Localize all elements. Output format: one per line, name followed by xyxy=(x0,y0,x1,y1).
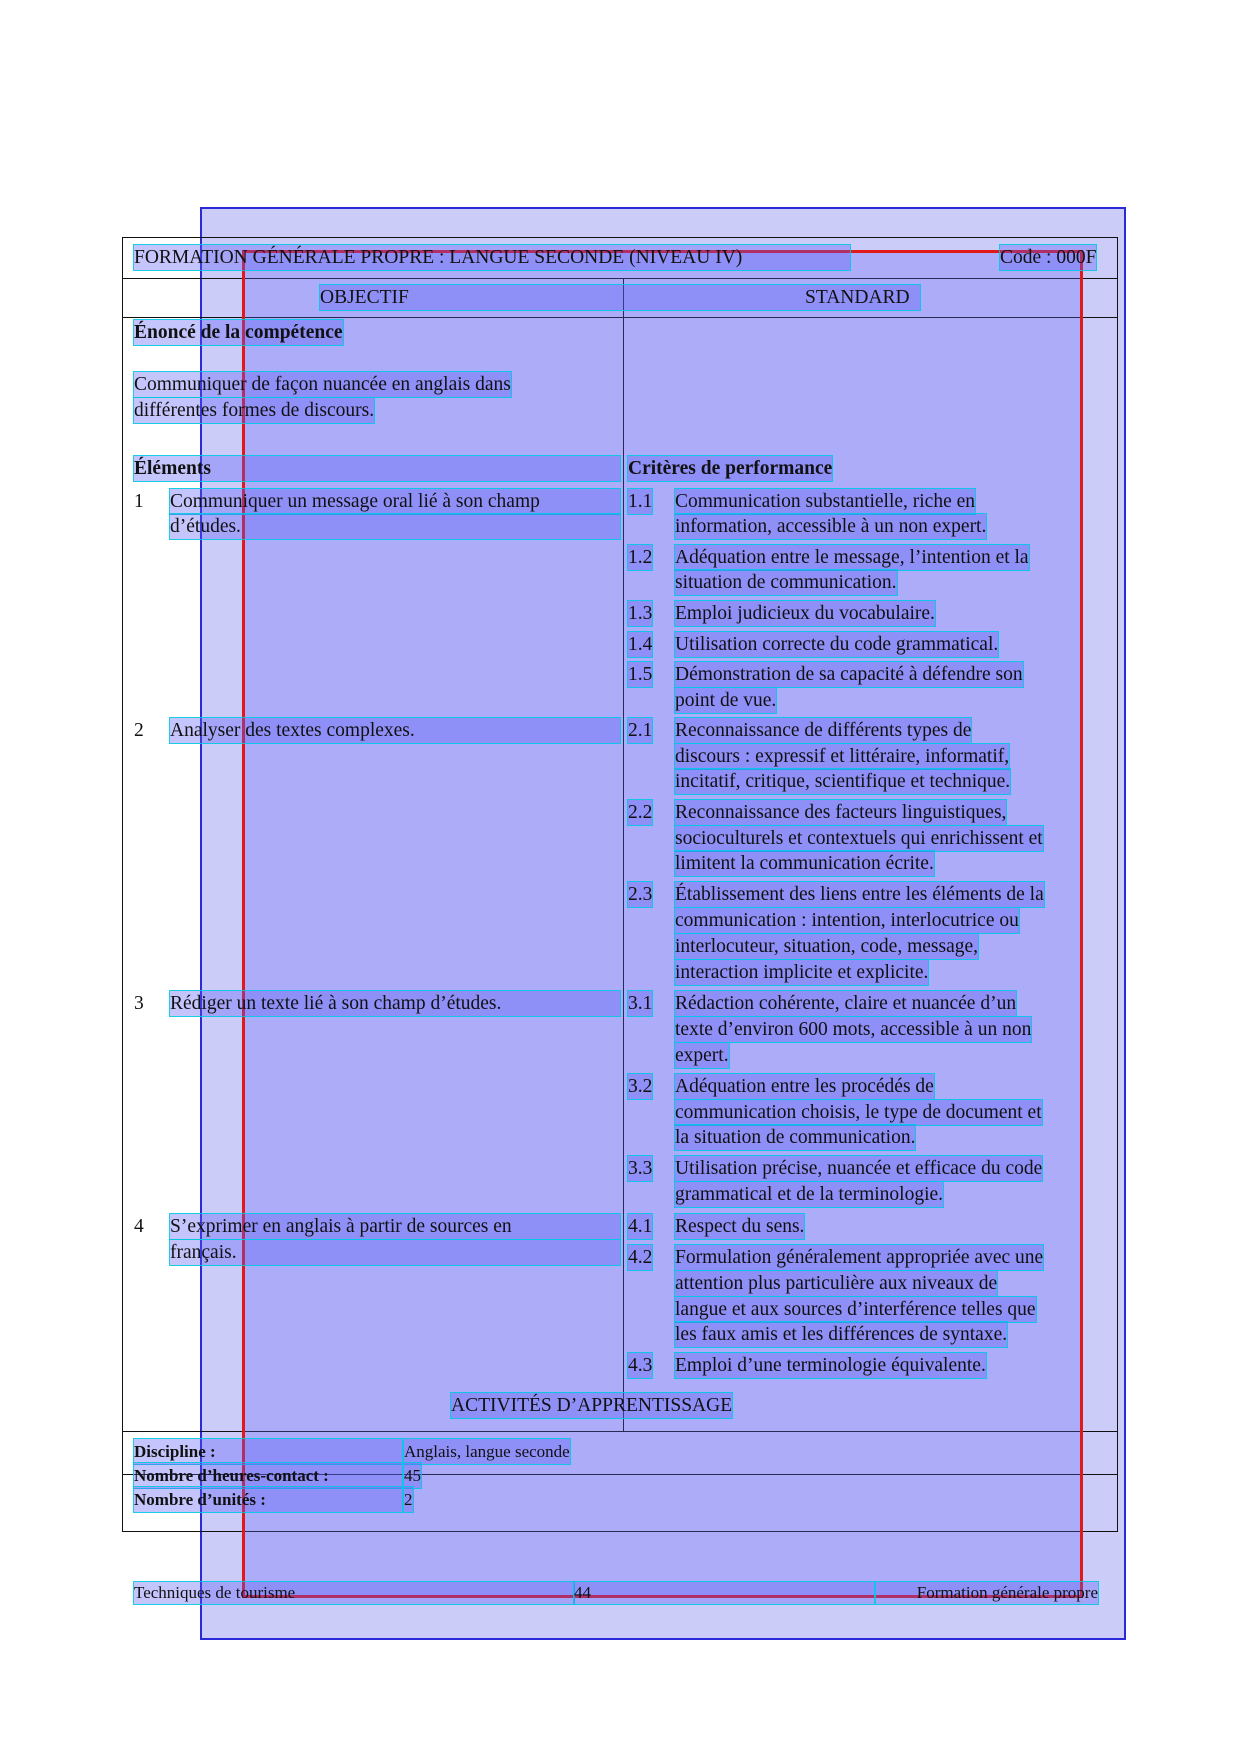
criterion-text: Reconnaissance des facteurs linguistiques, xyxy=(675,802,1007,823)
footer-page-number: 44 xyxy=(574,1582,874,1604)
criterion-number: 3.1 xyxy=(628,993,653,1014)
criterion-text: Établissement des liens entre les éléments de la xyxy=(675,884,1044,905)
document-title: FORMATION GÉNÉRALE PROPRE : LANGUE SECONDE (NIVEAU IV) xyxy=(134,245,850,270)
criterion-text: les faux amis et les différences de syntaxe. xyxy=(675,1324,1008,1345)
element-number: 3 xyxy=(134,993,144,1014)
criterion-text: socioculturels et contextuels qui enrichissent et xyxy=(675,828,1043,849)
criterion-text: interaction implicite et explicite. xyxy=(675,962,929,983)
criterion-number: 1.5 xyxy=(628,664,653,685)
criterion-text: incitatif, critique, scientifique et technique. xyxy=(675,771,1011,792)
criterion-text: limitent la communication écrite. xyxy=(675,853,934,874)
element-text: Analyser des textes complexes. xyxy=(170,718,620,743)
criterion-number: 3.3 xyxy=(628,1158,653,1179)
criterion-text: Emploi d’une terminologie équivalente. xyxy=(675,1355,986,1376)
criterion-text: Emploi judicieux du vocabulaire. xyxy=(675,603,935,624)
criterion-text: communication choisis, le type de document et xyxy=(675,1102,1042,1123)
criterion-text: Formulation généralement appropriée avec une xyxy=(675,1247,1044,1268)
criterion-text: expert. xyxy=(675,1045,729,1066)
criterion-text: Utilisation précise, nuancée et efficace du code xyxy=(675,1158,1043,1179)
criterion-number: 2.3 xyxy=(628,884,653,905)
criterion-text: interlocuteur, situation, code, message, xyxy=(675,936,979,957)
criterion-text: Respect du sens. xyxy=(675,1216,805,1237)
element-text: d’études. xyxy=(170,514,620,539)
criterion-text: attention plus particulière aux niveaux de xyxy=(675,1273,998,1294)
criterion-number: 3.2 xyxy=(628,1076,653,1097)
element-number: 1 xyxy=(134,491,144,512)
criteria-heading: Critères de performance xyxy=(628,458,833,479)
criterion-text: situation de communication. xyxy=(675,572,897,593)
criterion-number: 1.2 xyxy=(628,547,653,568)
criterion-text: Adéquation entre les procédés de xyxy=(675,1076,934,1097)
criterion-text: langue et aux sources d’interférence telles que xyxy=(675,1299,1036,1320)
criterion-text: la situation de communication. xyxy=(675,1127,916,1148)
competence-line-2: différentes formes de discours. xyxy=(134,400,375,421)
element-text: français. xyxy=(170,1240,620,1265)
criterion-number: 4.2 xyxy=(628,1247,653,1268)
column-heading-objectif: OBJECTIF xyxy=(320,285,920,310)
discipline-value: Anglais, langue seconde xyxy=(404,1439,570,1464)
criterion-number: 4.3 xyxy=(628,1355,653,1376)
criterion-text: texte d’environ 600 mots, accessible à un non xyxy=(675,1019,1032,1040)
document-code: Code : 000F xyxy=(1000,247,1097,268)
column-heading-standard: STANDARD xyxy=(805,287,910,308)
criterion-text: Reconnaissance de différents types de xyxy=(675,720,972,741)
contact-hours-value: 45 xyxy=(404,1463,421,1488)
criterion-text: point de vue. xyxy=(675,690,777,711)
criterion-text: Utilisation correcte du code grammatical. xyxy=(675,634,999,655)
criterion-text: Communication substantielle, riche en xyxy=(675,491,976,512)
criterion-number: 1.3 xyxy=(628,603,653,624)
criterion-text: information, accessible à un non expert. xyxy=(675,516,987,537)
elements-heading: Éléments xyxy=(134,456,620,481)
discipline-label: Discipline : xyxy=(134,1439,402,1464)
criterion-text: Démonstration de sa capacité à défendre son xyxy=(675,664,1023,685)
units-value: 2 xyxy=(404,1487,413,1512)
criterion-text: Rédaction cohérente, claire et nuancée d’un xyxy=(675,993,1017,1014)
footer-program: Techniques de tourisme xyxy=(134,1582,574,1604)
criterion-text: grammatical et de la terminologie. xyxy=(675,1184,944,1205)
element-text: S’exprimer en anglais à partir de sources en xyxy=(170,1214,620,1239)
element-number: 4 xyxy=(134,1216,144,1237)
element-number: 2 xyxy=(134,720,144,741)
criterion-number: 2.2 xyxy=(628,802,653,823)
criterion-text: communication : intention, interlocutrice ou xyxy=(675,910,1019,931)
criterion-number: 4.1 xyxy=(628,1216,653,1237)
criterion-text: discours : expressif et littéraire, informatif, xyxy=(675,746,1010,767)
units-label: Nombre d’unités : xyxy=(134,1487,402,1512)
competence-heading: Énoncé de la compétence xyxy=(134,322,343,343)
criterion-text: Adéquation entre le message, l’intention et la xyxy=(675,547,1029,568)
element-text: Rédiger un texte lié à son champ d’études. xyxy=(170,991,620,1016)
competence-line-1: Communiquer de façon nuancée en anglais dans xyxy=(134,374,511,395)
criterion-number: 1.1 xyxy=(628,491,653,512)
criterion-number: 2.1 xyxy=(628,720,653,741)
activities-heading: ACTIVITÉS D’APPRENTISSAGE xyxy=(451,1395,733,1416)
element-text: Communiquer un message oral lié à son champ xyxy=(170,489,620,514)
contact-hours-label: Nombre d’heures-contact : xyxy=(134,1463,402,1488)
footer-section: Formation générale propre xyxy=(876,1582,1098,1604)
criterion-number: 1.4 xyxy=(628,634,653,655)
